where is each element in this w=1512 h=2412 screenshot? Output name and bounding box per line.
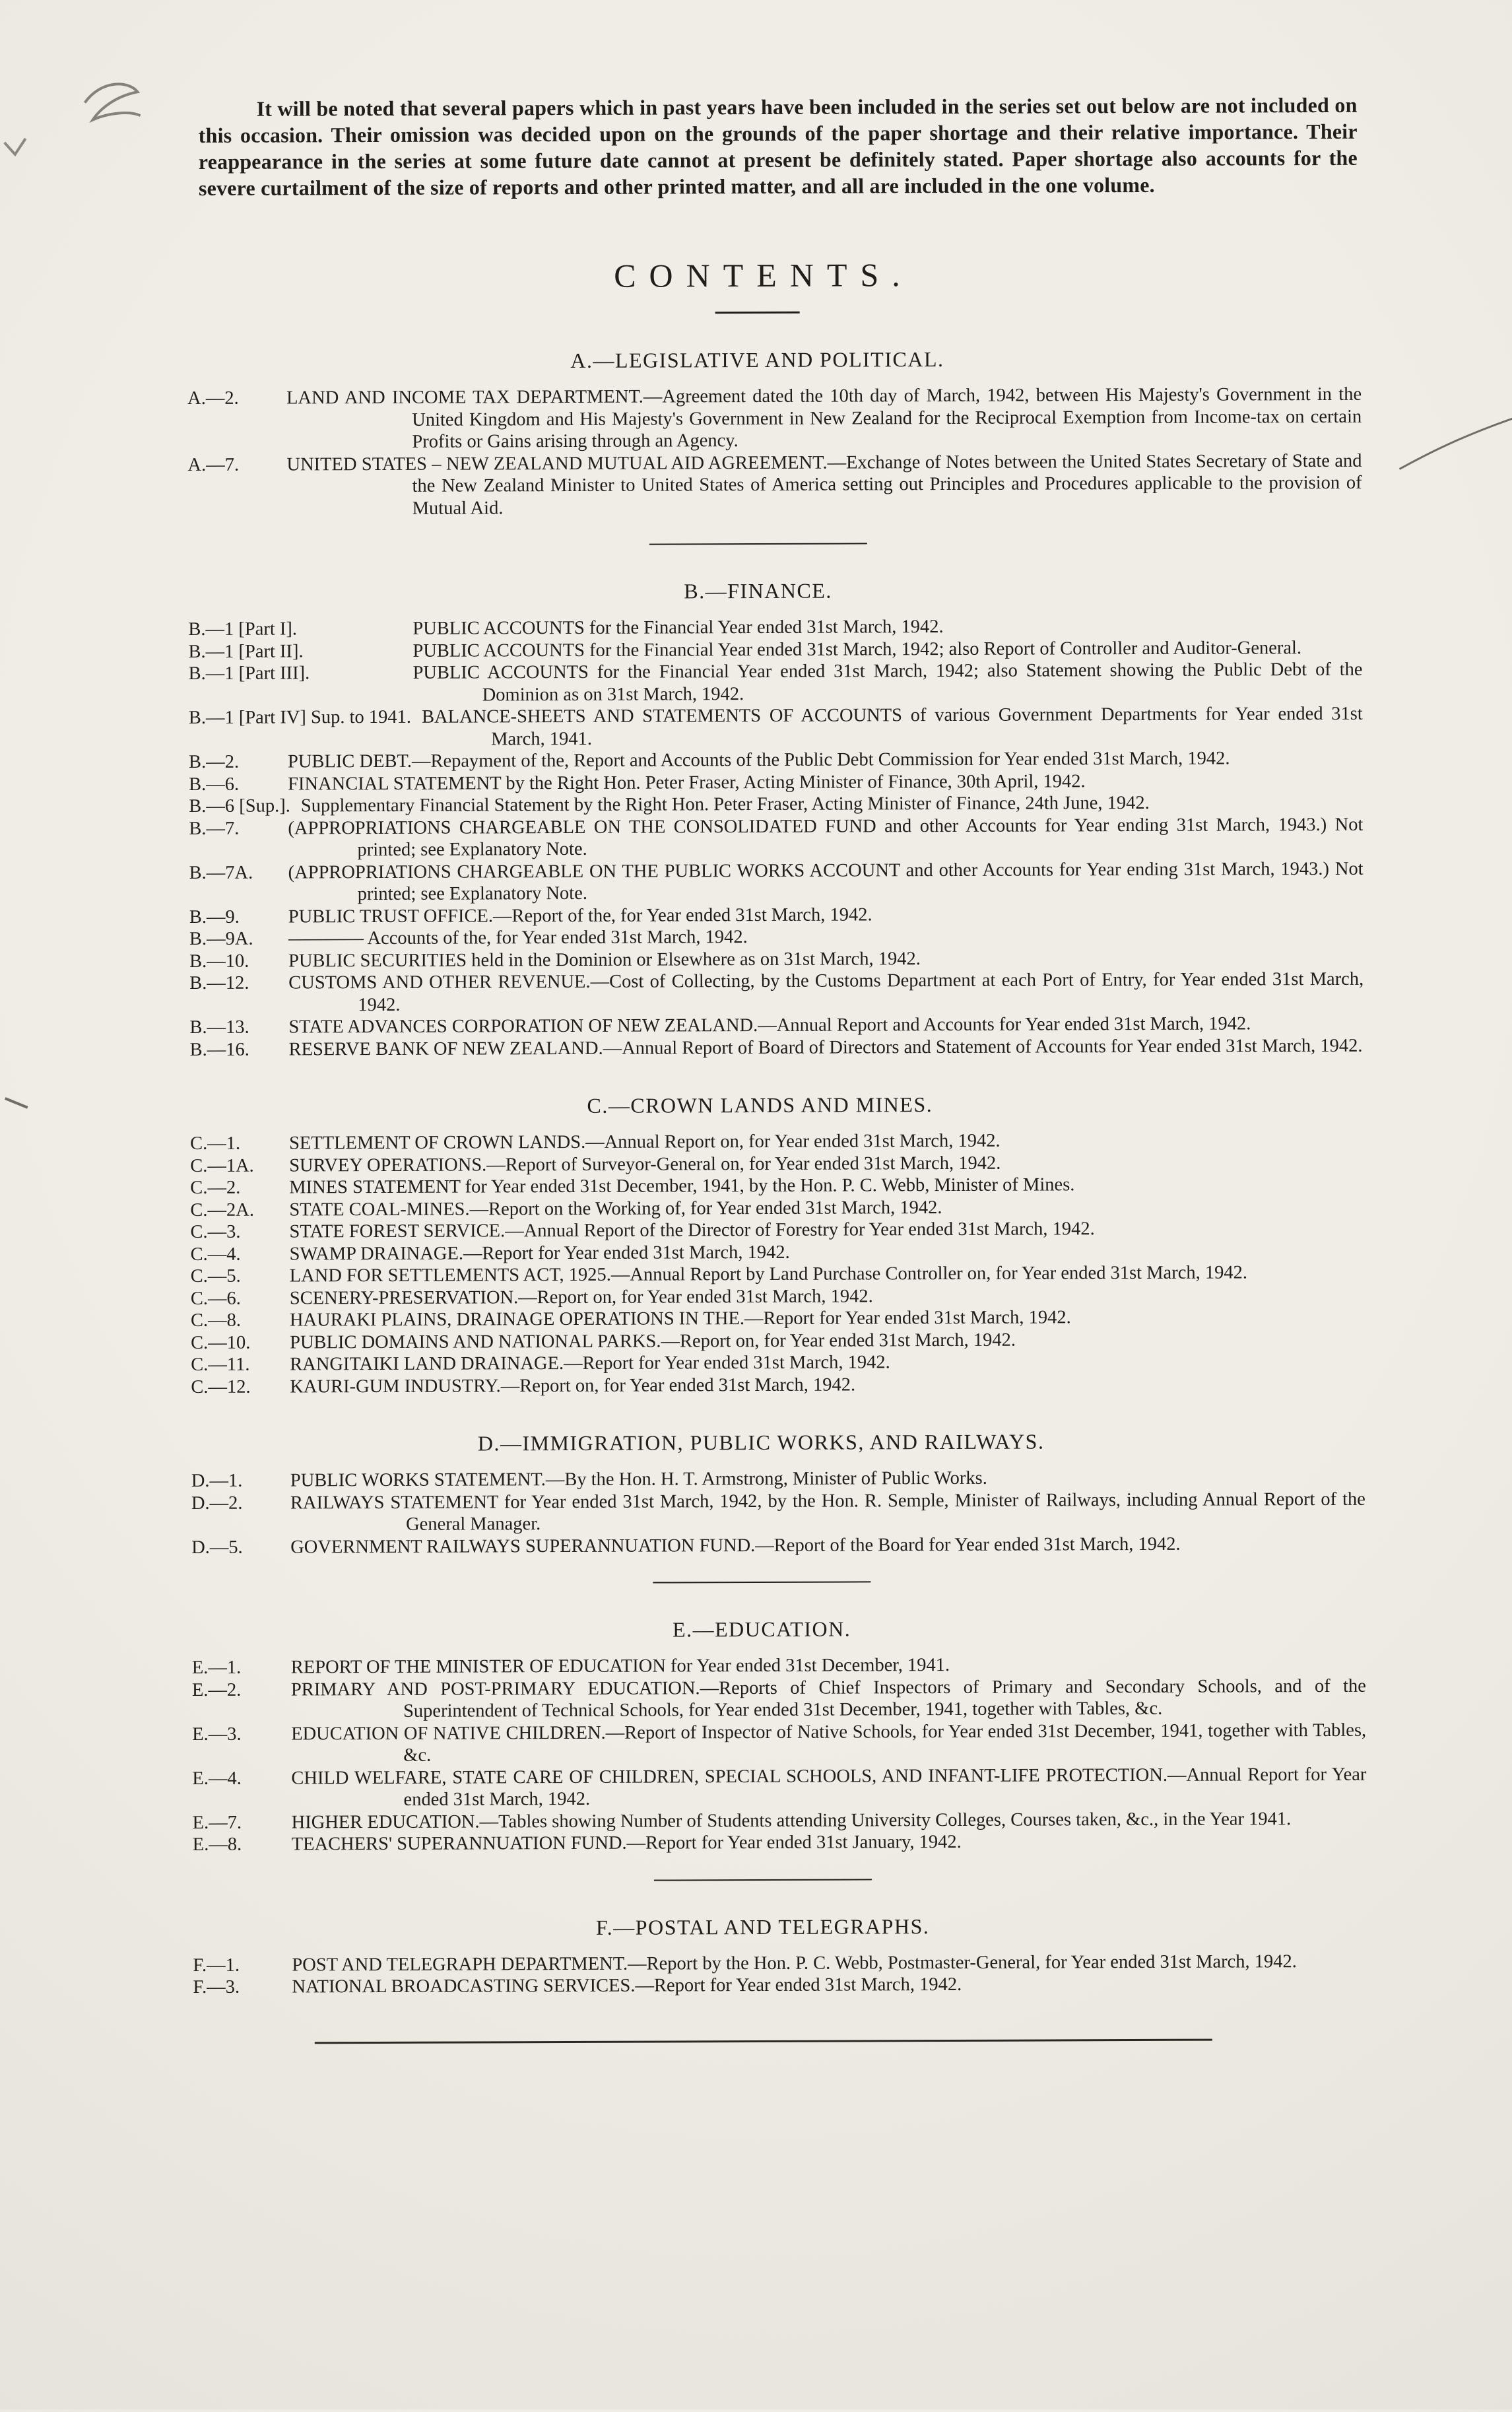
entry-text: PUBLIC SECURITIES held in the Dominion or Elsewhere as on 31st March, 1942. bbox=[288, 948, 921, 971]
entry-number: E.—7. bbox=[192, 1812, 242, 1833]
contents-entry bbox=[191, 1372, 1365, 1398]
entry-number: F.—3. bbox=[193, 1976, 240, 1997]
section-entries bbox=[7, 1949, 1512, 1999]
contents-entry bbox=[189, 703, 1363, 751]
contents-section bbox=[7, 1912, 1512, 1999]
entry-text: SWAMP DRAINAGE.—Report for Year ended 31st March, 1942. bbox=[289, 1242, 790, 1264]
entry-number: C.—1. bbox=[189, 1133, 241, 1155]
entry-number: C.—11. bbox=[191, 1354, 250, 1376]
entry-text: HAURAKI PLAINS, DRAINAGE OPERATIONS IN THE.—Report for Year ended 31st March, 1942. bbox=[289, 1307, 1071, 1331]
contents-entry bbox=[187, 450, 1362, 520]
entry-text: PUBLIC ACCOUNTS for the Financial Year ended 31st March, 1942; also Statement showing the Public Debt of the Dominion as on 31st March, 1942. bbox=[412, 659, 1363, 705]
entry-text: BALANCE-SHEETS AND STATEMENTS OF ACCOUNTS of various Government Departments for Year ended 31st March, 1941. bbox=[421, 703, 1363, 749]
section-heading: C.—CROWN LANDS AND MINES. bbox=[587, 1092, 933, 1118]
entry-text: PUBLIC ACCOUNTS for the Financial Year ended 31st March, 1942; also Report of Controller and Auditor-General. bbox=[412, 637, 1302, 661]
entry-number: B.—2. bbox=[188, 751, 240, 773]
entry-number: B.—7. bbox=[189, 818, 240, 839]
entry-text: RANGITAIKI LAND DRAINAGE.—Report for Year ended 31st March, 1942. bbox=[290, 1352, 890, 1375]
entry-text: (APPROPRIATIONS CHARGEABLE ON THE CONSOLIDATED FUND and other Accounts for Year ending 31st March, 1943.) Not printed; see Explanatory Note. bbox=[288, 814, 1364, 861]
contents-sections bbox=[1, 345, 1512, 1999]
entry-text: STATE FOREST SERVICE.—Annual Report of the Director of Forestry for Year ended 31st March, 1942. bbox=[289, 1219, 1095, 1242]
entry-text: KAURI-GUM INDUSTRY.—Report on, for Year ended 31st March, 1942. bbox=[290, 1374, 856, 1397]
entry-number: B.—12. bbox=[189, 972, 249, 994]
entry-text: PUBLIC ACCOUNTS for the Financial Year ended 31st March, 1942. bbox=[412, 617, 944, 639]
contents-entry bbox=[188, 659, 1362, 707]
entry-text: CHILD WELFARE, STATE CARE OF CHILDREN, SPECIAL SCHOOLS, AND INFANT-LIFE PROTECTION.—Annual Report for Year ended 31st March, 1942. bbox=[291, 1764, 1367, 1810]
entry-text: UNITED STATES – NEW ZEALAND MUTUAL AID AGREEMENT.—Exchange of Notes between the United States Secretary of State and the New Zealand Minister to United States of America setting out Principles and Procedures applicable to the provision of Mutual Aid. bbox=[286, 450, 1362, 519]
entry-text: TEACHERS' SUPERANNUATION FUND.—Report for Year ended 31st January, 1942. bbox=[291, 1831, 962, 1855]
entry-number: B.—6 [Sup.]. bbox=[189, 795, 290, 817]
contents-entry bbox=[192, 1719, 1366, 1767]
contents-entry bbox=[192, 1763, 1366, 1811]
entry-text: RESERVE BANK OF NEW ZEALAND.—Annual Report of Board of Directors and Statement of Accounts for Year ended 31st March, 1942. bbox=[288, 1035, 1363, 1059]
entry-number: B.—6. bbox=[189, 774, 240, 795]
bottom-rule bbox=[314, 2038, 1212, 2044]
contents-entry bbox=[192, 1675, 1366, 1723]
entry-number: A.—7. bbox=[187, 454, 240, 475]
entry-number: D.—1. bbox=[191, 1470, 243, 1492]
entry-number: B.—10. bbox=[189, 951, 249, 972]
entry-text: SCENERY-PRESERVATION.—Report on, for Year ended 31st March, 1942. bbox=[289, 1285, 873, 1308]
entry-number: E.—1. bbox=[191, 1657, 242, 1678]
entry-number: C.—12. bbox=[191, 1376, 251, 1397]
section-heading: F.—POSTAL AND TELEGRAPHS. bbox=[595, 1914, 930, 1939]
section-entries bbox=[5, 1465, 1512, 1559]
entry-text: SETTLEMENT OF CROWN LANDS.—Annual Report on, for Year ended 31st March, 1942. bbox=[288, 1130, 1001, 1154]
entry-text: REPORT OF THE MINISTER OF EDUCATION for Year ended 31st December, 1941. bbox=[290, 1654, 950, 1678]
entry-text: PUBLIC DEBT.—Repayment of the, Report and Accounts of the Public Debt Commission for Year ended 31st March, 1942. bbox=[287, 748, 1230, 772]
entry-text: PUBLIC TRUST OFFICE.—Report of the, for Year ended 31st March, 1942. bbox=[288, 904, 872, 927]
entry-number: C.—8. bbox=[190, 1310, 242, 1331]
entry-text: GOVERNMENT RAILWAYS SUPERANNUATION FUND.—Report of the Board for Year ended 31st March, 1942. bbox=[290, 1533, 1181, 1557]
section-divider-rule bbox=[653, 1879, 871, 1881]
contents-entry bbox=[187, 384, 1362, 454]
entry-number: C.—10. bbox=[191, 1332, 251, 1353]
entry-text: CUSTOMS AND OTHER REVENUE.—Cost of Collecting, by the Customs Department at each Port of Entry, for Year ended 31st March, 1942. bbox=[288, 968, 1364, 1015]
entry-number: E.—2. bbox=[191, 1679, 242, 1700]
contents-section bbox=[5, 1428, 1512, 1586]
contents-entry bbox=[191, 1532, 1365, 1558]
entry-text: ———— Accounts of the, for Year ended 31st March, 1942. bbox=[288, 927, 748, 949]
entry-number: D.—2. bbox=[191, 1492, 243, 1514]
entry-number: B.—1 [Part I]. bbox=[188, 619, 298, 640]
entry-text: PRIMARY AND POST-PRIMARY EDUCATION.—Reports of Chief Inspectors of Primary and Secondary Schools, and of the Superintendent of Technical Schools, for Year ended 31st December, 1941, together with Tables, &c. bbox=[290, 1675, 1366, 1722]
entry-number: C.—2A. bbox=[190, 1199, 255, 1221]
entry-number: D.—5. bbox=[191, 1537, 243, 1558]
page-title: CONTENTS. bbox=[614, 256, 913, 294]
contents-entry bbox=[193, 1972, 1367, 1999]
entry-text: RAILWAYS STATEMENT for Year ended 31st March, 1942, by the Hon. R. Semple, Minister of Railways, including Annual Report of the General Manager. bbox=[290, 1489, 1365, 1535]
entry-number: F.—1. bbox=[193, 1955, 240, 1976]
section-heading: D.—IMMIGRATION, PUBLIC WORKS, AND RAILWAYS. bbox=[477, 1429, 1045, 1456]
entry-number: C.—5. bbox=[190, 1265, 241, 1287]
contents-section bbox=[6, 1615, 1512, 1883]
section-entries bbox=[6, 1652, 1512, 1856]
entry-number: E.—3. bbox=[192, 1724, 242, 1745]
entry-text: LAND FOR SETTLEMENTS ACT, 1925.—Annual Report by Land Purchase Controller on, for Year ended 31st March, 1942. bbox=[289, 1262, 1248, 1287]
contents-entry bbox=[193, 1830, 1367, 1856]
contents-section bbox=[4, 1090, 1512, 1399]
contents-entry bbox=[189, 813, 1363, 861]
entry-number: B.—7A. bbox=[189, 862, 253, 883]
entry-number: E.—8. bbox=[192, 1834, 242, 1855]
entry-text: PUBLIC DOMAINS AND NATIONAL PARKS.—Report on, for Year ended 31st March, 1942. bbox=[290, 1329, 1016, 1353]
contents-section bbox=[2, 576, 1512, 1061]
section-heading: E.—EDUCATION. bbox=[672, 1617, 851, 1642]
title-rule bbox=[715, 312, 799, 314]
entry-text: STATE COAL-MINES.—Report on the Working of, for Year ended 31st March, 1942. bbox=[289, 1197, 942, 1220]
entry-number: E.—4. bbox=[192, 1768, 242, 1789]
section-divider-rule bbox=[653, 1581, 871, 1583]
entry-number: C.—2. bbox=[190, 1177, 241, 1199]
entry-text: MINES STATEMENT for Year ended 31st December, 1941, by the Hon. P. C. Webb, Minister of Mines. bbox=[289, 1174, 1075, 1198]
section-entries bbox=[4, 1128, 1512, 1399]
section-entries bbox=[1, 383, 1512, 521]
entry-text: Supplementary Financial Statement by the Right Hon. Peter Fraser, Acting Minister of Finance, 24th June, 1942. bbox=[300, 792, 1150, 817]
contents-section bbox=[1, 345, 1512, 547]
entry-text: EDUCATION OF NATIVE CHILDREN.—Report of Inspector of Native Schools, for Year ended 31st December, 1941, together with Tables, &c. bbox=[291, 1720, 1367, 1766]
entry-number: B.—16. bbox=[189, 1039, 249, 1060]
contents-entry bbox=[189, 857, 1364, 906]
entry-text: SURVEY OPERATIONS.—Report of Surveyor-General on, for Year ended 31st March, 1942. bbox=[289, 1153, 1001, 1176]
entry-text: (APPROPRIATIONS CHARGEABLE ON THE PUBLIC WORKS ACCOUNT and other Accounts for Year ending 31st March, 1943.) Not printed; see Explanatory Note. bbox=[288, 858, 1364, 905]
entry-number: B.—9A. bbox=[189, 928, 253, 950]
entry-text: POST AND TELEGRAPH DEPARTMENT.—Report by the Hon. P. C. Webb, Postmaster-General, for Year ended 31st March, 1942. bbox=[292, 1951, 1297, 1975]
section-divider-rule bbox=[649, 543, 867, 545]
entry-number: C.—1A. bbox=[190, 1155, 254, 1176]
entry-text: NATIONAL BROADCASTING SERVICES.—Report for Year ended 31st March, 1942. bbox=[292, 1974, 962, 1997]
section-entries bbox=[2, 614, 1512, 1061]
entry-text: FINANCIAL STATEMENT by the Right Hon. Peter Fraser, Acting Minister of Finance, 30th April, 1942. bbox=[288, 770, 1086, 794]
section-heading: A.—LEGISLATIVE AND POLITICAL. bbox=[570, 347, 944, 372]
contents-entry bbox=[189, 968, 1364, 1017]
section-heading: B.—FINANCE. bbox=[684, 578, 832, 603]
entry-number: B.—1 [Part IV] Sup. to 1941. bbox=[188, 706, 412, 729]
entry-number: B.—9. bbox=[189, 906, 240, 927]
entry-number: C.—6. bbox=[190, 1288, 241, 1309]
contents-entry bbox=[189, 1034, 1364, 1061]
entry-number: C.—3. bbox=[190, 1221, 241, 1243]
entry-text: HIGHER EDUCATION.—Tables showing Number of Students attending University Colleges, Courses taken, &c., in the Year 1941. bbox=[291, 1808, 1292, 1832]
entry-number: A.—2. bbox=[187, 387, 239, 409]
entry-number: C.—4. bbox=[190, 1244, 241, 1265]
entry-text: LAND AND INCOME TAX DEPARTMENT.—Agreement dated the 10th day of March, 1942, between His Majesty's Government in the United Kingdom and His Majesty's Government in New Zealand for the Reciprocal Exemption from Income-tax on certain Profits or Gains arising through an Agency. bbox=[286, 384, 1362, 452]
entry-number: B.—1 [Part II]. bbox=[188, 640, 304, 662]
entry-number: B.—13. bbox=[189, 1017, 249, 1038]
entry-text: PUBLIC WORKS STATEMENT.—By the Hon. H. T. Armstrong, Minister of Public Works. bbox=[290, 1467, 987, 1491]
contents-entry bbox=[191, 1488, 1365, 1536]
checkmark-artifact bbox=[5, 139, 26, 154]
entry-number: B.—1 [Part III]. bbox=[188, 663, 310, 685]
intro-paragraph: It will be noted that several papers which in past years have been included in the series set out below are not included on this occasion. Their omission was decided upon on the grounds of the paper shortage and their relative importance. Their reappearance in the series at some future date cannot at present be definitely stated. Paper shortage also accounts for the severe curtailment of the size of reports and other printed matter, and all are included in the one volume. bbox=[198, 92, 1358, 200]
entry-text: STATE ADVANCES CORPORATION OF NEW ZEALAND.—Annual Report and Accounts for Year ended 31st March, 1942. bbox=[288, 1013, 1251, 1038]
pencil-squiggle-artifact bbox=[84, 84, 140, 119]
